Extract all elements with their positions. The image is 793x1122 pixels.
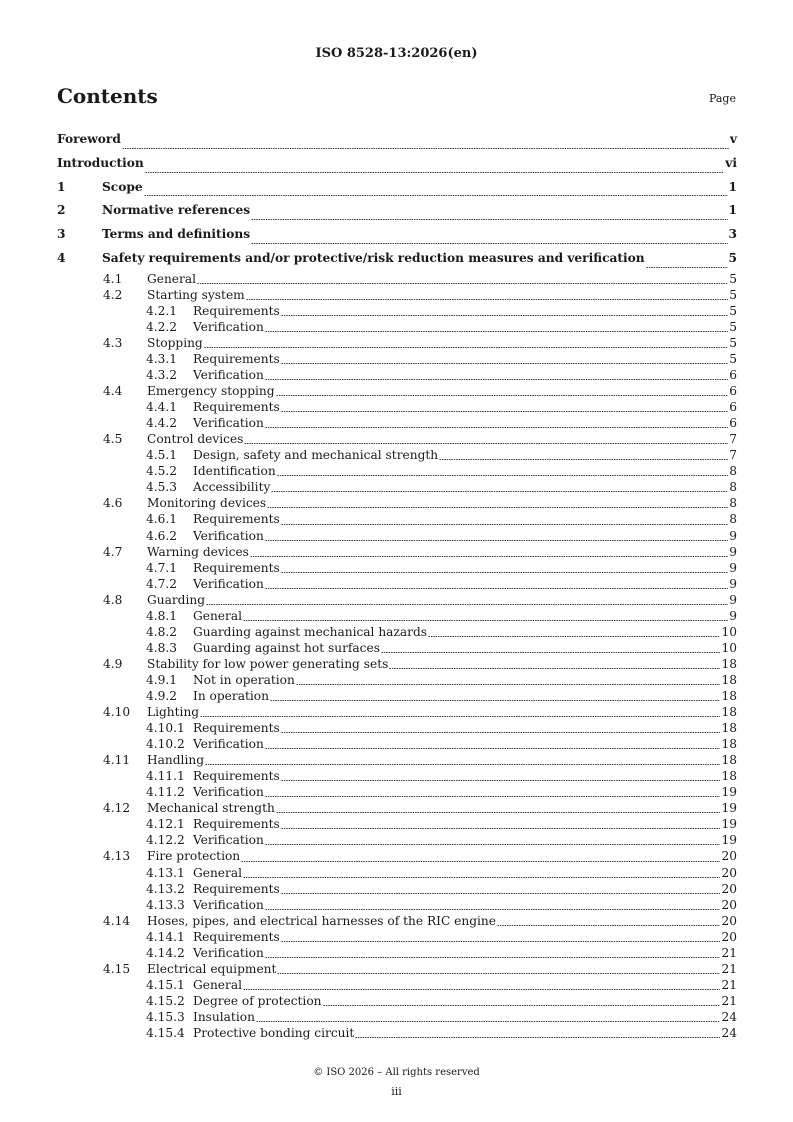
toc-entry-page: 19	[721, 833, 737, 848]
toc-entry-page: 5	[729, 271, 737, 286]
toc-entry-page: 24	[721, 1009, 737, 1024]
toc-entry-page: 9	[729, 528, 737, 543]
toc-entry-title: Mechanical strength	[147, 801, 275, 816]
dot-leader	[204, 347, 728, 348]
toc-entry-number: 4.15.4	[146, 1025, 185, 1040]
toc-entry-page: 21	[721, 977, 737, 992]
dot-leader	[381, 652, 721, 653]
toc-entry-title: Not in operation	[193, 672, 295, 687]
toc-entry[interactable]	[57, 399, 737, 415]
dot-leader	[197, 283, 728, 284]
toc-entry[interactable]	[57, 929, 737, 945]
toc-entry-number: 4.11	[103, 753, 131, 768]
toc-entry-page: 18	[721, 705, 737, 720]
toc-entry[interactable]	[57, 640, 737, 656]
toc-entry-page: 9	[729, 576, 737, 591]
toc-entry-number: 4.14.1	[146, 929, 185, 944]
toc-entry-number: 4.9.1	[146, 672, 178, 687]
dot-leader	[244, 443, 728, 444]
toc-entry-page: 18	[721, 769, 737, 784]
toc-entry-number: 2	[57, 203, 66, 218]
toc-entry-title: Lighting	[147, 705, 200, 720]
dot-leader	[281, 363, 728, 364]
toc-entry-page: 20	[721, 929, 737, 944]
toc-entry-title: Scope	[102, 179, 143, 194]
toc-entry[interactable]	[57, 865, 737, 881]
toc-entry[interactable]	[57, 688, 737, 704]
dot-leader	[251, 243, 727, 244]
dot-leader	[277, 475, 729, 476]
dot-leader	[439, 459, 728, 460]
toc-entry-number: 4.7	[103, 544, 123, 559]
toc-entry[interactable]	[57, 544, 737, 560]
toc-entry-title: Requirements	[193, 817, 280, 832]
toc-entry-title: Verification	[193, 897, 264, 912]
dot-leader	[256, 1021, 721, 1022]
dot-leader	[246, 299, 729, 300]
toc-entry[interactable]	[57, 736, 737, 752]
toc-entry-page: 9	[729, 560, 737, 575]
toc-entry-page: 10	[721, 624, 737, 639]
toc-entry[interactable]	[57, 576, 737, 592]
toc-entry[interactable]	[57, 1025, 737, 1041]
toc-entry-title: General	[193, 865, 242, 880]
toc-entry-number: 4.3.1	[146, 352, 178, 367]
toc-entry[interactable]	[57, 152, 737, 176]
toc-entry[interactable]	[57, 672, 737, 688]
toc-entry-title: Verification	[193, 576, 264, 591]
toc-entry-title: Warning devices	[147, 544, 249, 559]
toc-entry[interactable]	[57, 752, 737, 768]
dot-leader	[281, 941, 721, 942]
toc-entry-number: 4.2.2	[146, 319, 178, 334]
toc-entry-title: Requirements	[193, 560, 280, 575]
toc-entry-title: Stability for low power generating sets	[147, 656, 389, 671]
toc-entry-title: General	[193, 977, 242, 992]
toc-entry-title: Monitoring devices	[147, 496, 267, 511]
dot-leader	[281, 524, 728, 525]
toc-entry-title: Starting system	[147, 287, 245, 302]
dot-leader	[243, 620, 728, 621]
toc-entry[interactable]	[57, 431, 737, 447]
dot-leader	[428, 636, 720, 637]
dot-leader	[251, 219, 727, 220]
toc-entry-number: 4.13	[103, 849, 131, 864]
toc-entry-page: 21	[721, 993, 737, 1008]
dot-leader	[144, 195, 728, 196]
toc-entry-page: 18	[721, 672, 737, 687]
toc-entry[interactable]	[57, 271, 737, 287]
toc-entry-page: 8	[729, 464, 737, 479]
toc-entry-title: Requirements	[193, 929, 280, 944]
toc-entry[interactable]	[57, 303, 737, 319]
toc-entry[interactable]	[57, 881, 737, 897]
toc-entry-page: 3	[728, 227, 737, 242]
toc-entry-number: 4.15.2	[146, 993, 185, 1008]
toc-entry[interactable]	[57, 897, 737, 913]
toc-entry-number: 4.3	[103, 335, 123, 350]
toc-entry-page: 8	[729, 480, 737, 495]
toc-entry-title: Verification	[193, 319, 264, 334]
toc-entry[interactable]	[57, 608, 737, 624]
toc-entry-page: 9	[729, 544, 737, 559]
toc-entry-number: 4.15.3	[146, 1009, 185, 1024]
toc-entry-page: 5	[729, 319, 737, 334]
dot-leader	[281, 893, 721, 894]
toc-entry[interactable]	[57, 977, 737, 993]
toc-entry-page: 21	[721, 945, 737, 960]
toc-entry-number: 4.13.2	[146, 881, 185, 896]
toc-entry-page: vi	[725, 155, 737, 170]
toc-entry-number: 4.7.2	[146, 576, 178, 591]
dot-leader	[497, 925, 720, 926]
toc-entry-page: 18	[721, 753, 737, 768]
dot-leader	[271, 491, 728, 492]
dot-leader	[355, 1037, 720, 1038]
dot-leader	[265, 957, 721, 958]
dot-leader	[646, 267, 728, 268]
toc-entry-number: 4	[57, 250, 66, 265]
toc-entry-title: Guarding	[147, 592, 206, 607]
toc-entry-page: 19	[721, 817, 737, 832]
toc-entry-number: 4.8.1	[146, 608, 178, 623]
toc-entry-page: 10	[721, 640, 737, 655]
toc-entry-number: 4.5	[103, 432, 123, 447]
toc-entry[interactable]	[57, 415, 737, 431]
toc-entry-page: 1	[728, 179, 737, 194]
toc-entry-title: Verification	[193, 945, 264, 960]
toc-entry-title: Safety requirements and/or protective/risk reduction measures and verification	[102, 250, 645, 265]
toc-entry-number: 4.12	[103, 801, 131, 816]
toc-entry[interactable]	[57, 528, 737, 544]
toc-entry-title: Requirements	[193, 881, 280, 896]
toc-entry-page: 5	[728, 250, 737, 265]
toc-entry-title: Introduction	[57, 155, 144, 170]
toc-entry-number: 4.15	[103, 961, 131, 976]
toc-entry-title: Requirements	[193, 721, 280, 736]
toc-entry-title: Hoses, pipes, and electrical harnesses of the RIC engine	[147, 913, 496, 928]
dot-leader	[389, 668, 720, 669]
contents-title: Contents	[57, 84, 158, 108]
toc-entry-number: 4.9.2	[146, 689, 178, 703]
toc-entry[interactable]	[57, 624, 737, 640]
toc-entry-title: Requirements	[193, 769, 280, 784]
toc-entry-number: 4.8	[103, 592, 123, 607]
dot-leader	[200, 716, 720, 717]
dot-leader	[281, 411, 728, 412]
dot-leader	[265, 844, 721, 845]
toc-entry-number: 4.10.1	[146, 721, 185, 736]
toc-entry-number: 4.6.1	[146, 512, 178, 527]
document-header: ISO 8528-13:2026(en)	[315, 46, 478, 61]
toc-entry-title: General	[147, 271, 196, 286]
toc-entry-title: Emergency stopping	[147, 384, 275, 399]
toc-entry-number: 4.5.3	[146, 480, 178, 495]
dot-leader	[281, 828, 721, 829]
toc-entry-number: 4.2	[103, 287, 123, 302]
toc-entry-page: 1	[728, 203, 737, 218]
toc-entry-title: Handling	[147, 753, 204, 768]
toc-entry-title: Requirements	[193, 512, 280, 527]
copyright-notice: © ISO 2026 – All rights reserved	[313, 1067, 480, 1078]
toc-entry-title: General	[193, 608, 242, 623]
dot-leader	[265, 427, 728, 428]
dot-leader	[265, 748, 721, 749]
toc-entry-number: 4.14	[103, 913, 131, 928]
toc-entry-number: 4.8.3	[146, 640, 178, 655]
dot-leader	[267, 507, 728, 508]
toc-entry-page: 20	[721, 913, 737, 928]
toc-entry-page: 6	[729, 368, 737, 383]
toc-entry-page: 5	[729, 303, 737, 318]
toc-entry-number: 4.4	[103, 384, 123, 399]
toc-entry-page: 20	[721, 865, 737, 880]
toc-entry-page: 21	[721, 961, 737, 976]
toc-entry-title: Normative references	[102, 203, 251, 218]
toc-entry-number: 3	[57, 227, 66, 242]
toc-entry-title: Verification	[193, 528, 264, 543]
toc-entry[interactable]	[57, 784, 737, 800]
toc-entry-number: 4.15.1	[146, 977, 185, 992]
toc-entry[interactable]	[57, 223, 737, 247]
toc-entry-title: Verification	[193, 368, 264, 383]
toc-entry-title: Guarding against hot surfaces	[193, 640, 380, 655]
dot-leader	[243, 989, 720, 990]
toc-entry-page: 9	[729, 608, 737, 623]
toc-entry-page: 6	[729, 400, 737, 415]
toc-entry[interactable]	[57, 479, 737, 495]
toc-entry-number: 4.7.1	[146, 560, 178, 575]
toc-entry-number: 1	[57, 179, 66, 194]
toc-entry-number: 4.2.1	[146, 303, 178, 318]
toc-entry-page: 5	[729, 287, 737, 302]
table-of-contents	[57, 128, 737, 1041]
toc-entry-title: Stopping	[147, 335, 203, 350]
toc-entry-title: Electrical equipment	[147, 961, 277, 976]
toc-entry[interactable]	[57, 247, 737, 271]
toc-entry-page: 18	[721, 656, 737, 671]
toc-entry-number: 4.6.2	[146, 528, 178, 543]
dot-leader	[281, 780, 721, 781]
toc-entry-number: 4.4.2	[146, 416, 178, 431]
dot-leader	[265, 796, 721, 797]
dot-leader	[296, 684, 721, 685]
toc-entry[interactable]	[57, 592, 737, 608]
toc-entry-title: Verification	[193, 737, 264, 752]
toc-entry-number: 4.3.2	[146, 368, 178, 383]
toc-entry-page: 9	[729, 592, 737, 607]
toc-entry-number: 4.11.1	[146, 769, 185, 784]
toc-entry-page: 8	[729, 512, 737, 527]
toc-entry[interactable]	[57, 993, 737, 1009]
toc-entry-page: 8	[729, 496, 737, 511]
toc-entry-number: 4.13.3	[146, 897, 185, 912]
toc-entry-page: 20	[721, 881, 737, 896]
toc-entry[interactable]	[57, 720, 737, 736]
toc-entry[interactable]	[57, 800, 737, 816]
toc-entry-page: 19	[721, 801, 737, 816]
toc-entry-title: Protective bonding circuit	[193, 1025, 355, 1040]
toc-entry-title: Design, safety and mechanical strength	[193, 448, 439, 463]
dot-leader	[250, 556, 728, 557]
toc-entry-number: 4.12.2	[146, 833, 185, 848]
toc-entry-page: 20	[721, 849, 737, 864]
toc-entry-title: Accessibility	[193, 480, 271, 495]
toc-entry-page: 18	[721, 737, 737, 752]
toc-entry[interactable]	[57, 945, 737, 961]
toc-entry[interactable]	[57, 848, 737, 864]
toc-entry[interactable]	[57, 768, 737, 784]
dot-leader	[281, 572, 728, 573]
toc-entry[interactable]	[57, 1009, 737, 1025]
toc-entry-title: Verification	[193, 416, 264, 431]
dot-leader	[265, 379, 728, 380]
toc-entry[interactable]	[57, 832, 737, 848]
toc-entry-title: Requirements	[193, 400, 280, 415]
toc-entry-page: 7	[729, 448, 737, 463]
toc-entry-number: 4.10	[103, 705, 131, 720]
toc-entry-page: 19	[721, 785, 737, 800]
dot-leader	[270, 700, 721, 701]
toc-entry-title: Degree of protection	[193, 993, 322, 1008]
toc-entry[interactable]	[57, 367, 737, 383]
toc-entry[interactable]	[57, 913, 737, 929]
toc-entry[interactable]	[57, 447, 737, 463]
toc-entry-number: 4.5.2	[146, 464, 178, 479]
toc-entry-number: 4.6	[103, 496, 123, 511]
toc-entry[interactable]	[57, 287, 737, 303]
dot-leader	[281, 315, 728, 316]
dot-leader	[243, 877, 720, 878]
toc-entry-number: 4.10.2	[146, 737, 185, 752]
toc-entry-title: Guarding against mechanical hazards	[193, 624, 428, 639]
toc-entry-number: 4.9	[103, 656, 123, 671]
toc-entry-number: 4.4.1	[146, 400, 178, 415]
page-number: iii	[391, 1085, 402, 1098]
dot-leader	[265, 588, 728, 589]
dot-leader	[205, 764, 720, 765]
toc-entry-page: 7	[729, 432, 737, 447]
dot-leader	[276, 812, 721, 813]
dot-leader	[145, 172, 724, 173]
toc-entry-page: v	[729, 132, 737, 146]
dot-leader	[277, 973, 720, 974]
dot-leader	[206, 604, 728, 605]
toc-entry-title: Control devices	[147, 432, 244, 447]
toc-entry[interactable]	[57, 335, 737, 351]
toc-entry-page: 5	[729, 352, 737, 367]
toc-entry-number: 4.1	[103, 271, 123, 286]
toc-entry-page: 6	[729, 384, 737, 399]
toc-entry-title: Requirements	[193, 303, 280, 318]
dot-leader	[276, 395, 729, 396]
dot-leader	[281, 732, 721, 733]
toc-entry-page: 24	[721, 1025, 737, 1040]
toc-entry[interactable]	[57, 560, 737, 576]
toc-entry-title: Insulation	[193, 1009, 255, 1024]
toc-entry-title: Verification	[193, 833, 264, 848]
toc-entry-title: Requirements	[193, 352, 280, 367]
toc-entry[interactable]	[57, 383, 737, 399]
toc-entry[interactable]	[57, 199, 737, 223]
toc-entry[interactable]	[57, 961, 737, 977]
toc-entry-title: Terms and definitions	[102, 227, 251, 242]
toc-entry[interactable]	[57, 816, 737, 832]
toc-entry[interactable]	[57, 351, 737, 367]
dot-leader	[241, 861, 720, 862]
dot-leader	[265, 331, 728, 332]
toc-entry-number: 4.5.1	[146, 448, 178, 463]
toc-entry-title: Verification	[193, 785, 264, 800]
toc-entry-page: 20	[721, 897, 737, 912]
toc-entry-title: Identification	[193, 464, 276, 479]
toc-entry-page: 18	[721, 721, 737, 736]
dot-leader	[323, 1005, 721, 1006]
toc-entry[interactable]	[57, 176, 737, 200]
toc-entry[interactable]	[57, 495, 737, 511]
toc-entry-title: Fire protection	[147, 849, 241, 864]
toc-entry-title: Foreword	[57, 132, 121, 146]
toc-entry[interactable]	[57, 656, 737, 672]
toc-entry-number: 4.14.2	[146, 945, 185, 960]
toc-entry[interactable]	[57, 511, 737, 527]
toc-entry[interactable]	[57, 128, 737, 152]
toc-entry[interactable]	[57, 463, 737, 479]
toc-entry-number: 4.13.1	[146, 865, 185, 880]
toc-entry-title: In operation	[193, 689, 269, 703]
toc-entry-page: 18	[721, 689, 737, 703]
dot-leader	[122, 148, 729, 149]
toc-entry-page: 6	[729, 416, 737, 431]
toc-entry[interactable]	[57, 704, 737, 720]
dot-leader	[265, 909, 721, 910]
toc-entry[interactable]	[57, 319, 737, 335]
toc-entry-number: 4.8.2	[146, 624, 178, 639]
toc-entry-page: 5	[729, 335, 737, 350]
page-column-label: Page	[708, 92, 736, 105]
toc-entry-number: 4.11.2	[146, 785, 185, 800]
dot-leader	[265, 540, 728, 541]
toc-entry-number: 4.12.1	[146, 817, 185, 832]
